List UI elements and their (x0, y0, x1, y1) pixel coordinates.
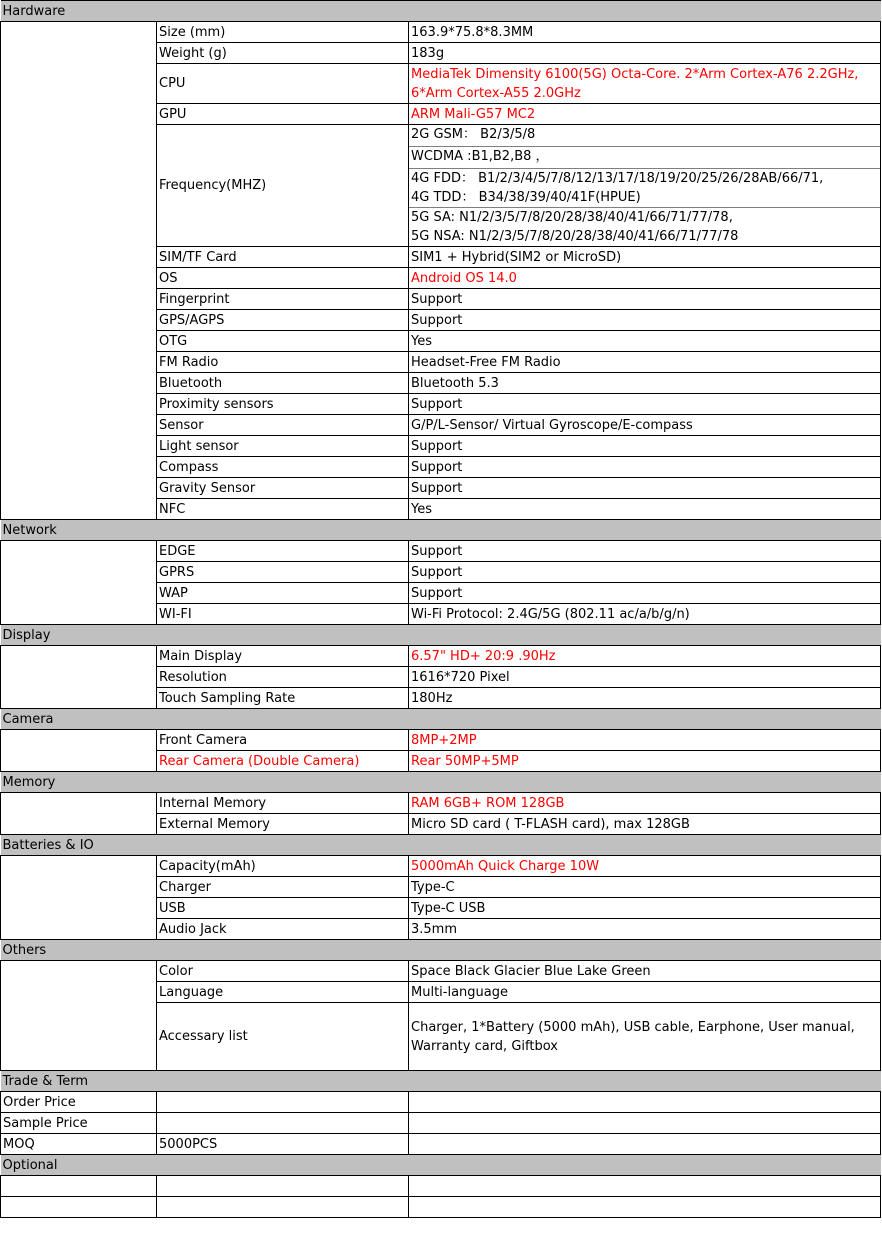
spec-label: CPU (157, 64, 409, 104)
spec-value: RAM 6GB+ ROM 128GB (409, 793, 881, 814)
spec-label: Size (mm) (157, 22, 409, 43)
spec-value (409, 1003, 881, 1071)
accessory-line: Charger, 1*Battery (5000 mAh), USB cable, Earphone, User manual, (411, 1019, 855, 1035)
spec-value: Multi-language (409, 982, 881, 1003)
trade-extra (409, 1113, 881, 1134)
spec-label: Frequency(MHZ) (157, 125, 409, 247)
section-display (1, 625, 881, 646)
trade-row (1, 1134, 881, 1155)
spec-label: OS (157, 268, 409, 289)
spec-label: Gravity Sensor (157, 478, 409, 499)
spec-value: Support (409, 562, 881, 583)
section-title: Batteries & IO (1, 835, 881, 856)
spec-row (1, 541, 881, 562)
spec-row (1, 22, 881, 43)
trade-row (1, 1092, 881, 1113)
group-spacer (1, 646, 157, 709)
section-network (1, 520, 881, 541)
spec-row (1, 961, 881, 982)
spec-label: Internal Memory (157, 793, 409, 814)
spec-value: Support (409, 541, 881, 562)
spec-label: External Memory (157, 814, 409, 835)
spec-label: Sensor (157, 415, 409, 436)
spec-label: USB (157, 898, 409, 919)
spec-value: SIM1 + Hybrid(SIM2 or MicroSD) (409, 247, 881, 268)
section-title: Network (1, 520, 881, 541)
section-camera (1, 709, 881, 730)
spec-value: Bluetooth 5.3 (409, 373, 881, 394)
spec-value: Support (409, 478, 881, 499)
section-trade (1, 1071, 881, 1092)
spec-value: 183g (409, 43, 881, 64)
spec-value: Rear 50MP+5MP (409, 751, 881, 772)
trade-row (1, 1113, 881, 1134)
spec-label: GPRS (157, 562, 409, 583)
optional-cell (409, 1197, 881, 1218)
section-title: Others (1, 940, 881, 961)
spec-value: Support (409, 394, 881, 415)
spec-label: Resolution (157, 667, 409, 688)
section-others (1, 940, 881, 961)
spec-label: OTG (157, 331, 409, 352)
freq-line: 5G NSA: N1/2/3/5/7/8/20/28/38/40/41/66/71/77/78 (411, 229, 739, 244)
spec-value: Support (409, 457, 881, 478)
trade-value (157, 1092, 409, 1113)
section-title: Memory (1, 772, 881, 793)
section-optional (1, 1155, 881, 1176)
spec-value: Type-C USB (409, 898, 881, 919)
group-spacer (1, 541, 157, 625)
freq-line: WCDMA :B1,B2,B8 ， (409, 146, 880, 168)
spec-value: 5000mAh Quick Charge 10W (409, 856, 881, 877)
spec-label: Language (157, 982, 409, 1003)
section-hardware (1, 1, 881, 22)
section-title: Camera (1, 709, 881, 730)
spec-label: Weight (g) (157, 43, 409, 64)
spec-row (1, 730, 881, 751)
spec-label: WAP (157, 583, 409, 604)
section-title: Optional (1, 1155, 881, 1176)
freq-line: 5G SA: N1/2/3/5/7/8/20/28/38/40/41/66/71/77/78, (409, 207, 880, 227)
spec-value: Micro SD card ( T-FLASH card), max 128GB (409, 814, 881, 835)
spec-value: Android OS 14.0 (409, 268, 881, 289)
optional-cell (157, 1197, 409, 1218)
spec-value: G/P/L-Sensor/ Virtual Gyroscope/E-compass (409, 415, 881, 436)
optional-row (1, 1197, 881, 1218)
section-title: Trade & Term (1, 1071, 881, 1092)
spec-label: NFC (157, 499, 409, 520)
spec-row (1, 646, 881, 667)
spec-label: Color (157, 961, 409, 982)
spec-label: GPS/AGPS (157, 310, 409, 331)
spec-value: 180Hz (409, 688, 881, 709)
spec-value: ARM Mali-G57 MC2 (409, 104, 881, 125)
spec-label: Fingerprint (157, 289, 409, 310)
spec-label: FM Radio (157, 352, 409, 373)
spec-value: Yes (409, 499, 881, 520)
spec-label: SIM/TF Card (157, 247, 409, 268)
spec-value (409, 125, 881, 247)
spec-label: Proximity sensors (157, 394, 409, 415)
spec-value: Space Black Glacier Blue Lake Green (409, 961, 881, 982)
spec-label: Touch Sampling Rate (157, 688, 409, 709)
trade-extra (409, 1092, 881, 1113)
freq-line: 2G GSM： B2/3/5/8 (411, 127, 536, 142)
group-spacer (1, 961, 157, 1071)
cpu-line: MediaTek Dimensity 6100(5G) Octa-Core. 2*Arm Cortex-A76 2.2GHz, (411, 66, 859, 82)
spec-label: Accessary list (157, 1003, 409, 1071)
trade-label: MOQ (1, 1134, 157, 1155)
trade-value: 5000PCS (157, 1134, 409, 1155)
section-title: Display (1, 625, 881, 646)
spec-label: GPU (157, 104, 409, 125)
spec-row (1, 856, 881, 877)
trade-label: Order Price (1, 1092, 157, 1113)
spec-value: Yes (409, 331, 881, 352)
spec-value: Support (409, 583, 881, 604)
spec-value: Headset-Free FM Radio (409, 352, 881, 373)
spec-label: Rear Camera (Double Camera) (157, 751, 409, 772)
group-spacer (1, 856, 157, 940)
spec-value: Support (409, 289, 881, 310)
spec-value: Type-C (409, 877, 881, 898)
optional-cell (1, 1197, 157, 1218)
spec-value: Wi-Fi Protocol: 2.4G/5G (802.11 ac/a/b/g/n) (409, 604, 881, 625)
spec-label: Capacity(mAh) (157, 856, 409, 877)
spec-label: Compass (157, 457, 409, 478)
spec-label: Front Camera (157, 730, 409, 751)
spec-value (409, 64, 881, 104)
optional-row (1, 1176, 881, 1197)
spec-value: Support (409, 436, 881, 457)
section-memory (1, 772, 881, 793)
spec-label: Light sensor (157, 436, 409, 457)
trade-label: Sample Price (1, 1113, 157, 1134)
spec-value: Support (409, 310, 881, 331)
spec-value: 3.5mm (409, 919, 881, 940)
group-spacer (1, 22, 157, 520)
cpu-line: 6*Arm Cortex-A55 2.0GHz (411, 85, 581, 101)
section-title: Hardware (1, 1, 881, 22)
spec-label: Bluetooth (157, 373, 409, 394)
freq-line: 4G FDD： B1/2/3/4/5/7/8/12/13/17/18/19/20/25/26/28AB/66/71, (409, 168, 880, 188)
spec-value: 8MP+2MP (409, 730, 881, 751)
optional-cell (157, 1176, 409, 1197)
freq-line: 4G TDD： B34/38/39/40/41F(HPUE) (411, 190, 641, 205)
group-spacer (1, 793, 157, 835)
spec-label: Audio Jack (157, 919, 409, 940)
spec-value: 1616*720 Pixel (409, 667, 881, 688)
optional-cell (1, 1176, 157, 1197)
trade-extra (409, 1134, 881, 1155)
group-spacer (1, 730, 157, 772)
spec-label: EDGE (157, 541, 409, 562)
spec-label: Charger (157, 877, 409, 898)
accessory-line: Warranty card, Giftbox (411, 1038, 558, 1054)
spec-label: Main Display (157, 646, 409, 667)
optional-cell (409, 1176, 881, 1197)
spec-value: 163.9*75.8*8.3MM (409, 22, 881, 43)
spec-row (1, 793, 881, 814)
trade-value (157, 1113, 409, 1134)
spec-value: 6.57" HD+ 20:9 .90Hz (409, 646, 881, 667)
section-batteries (1, 835, 881, 856)
spec-label: WI-FI (157, 604, 409, 625)
